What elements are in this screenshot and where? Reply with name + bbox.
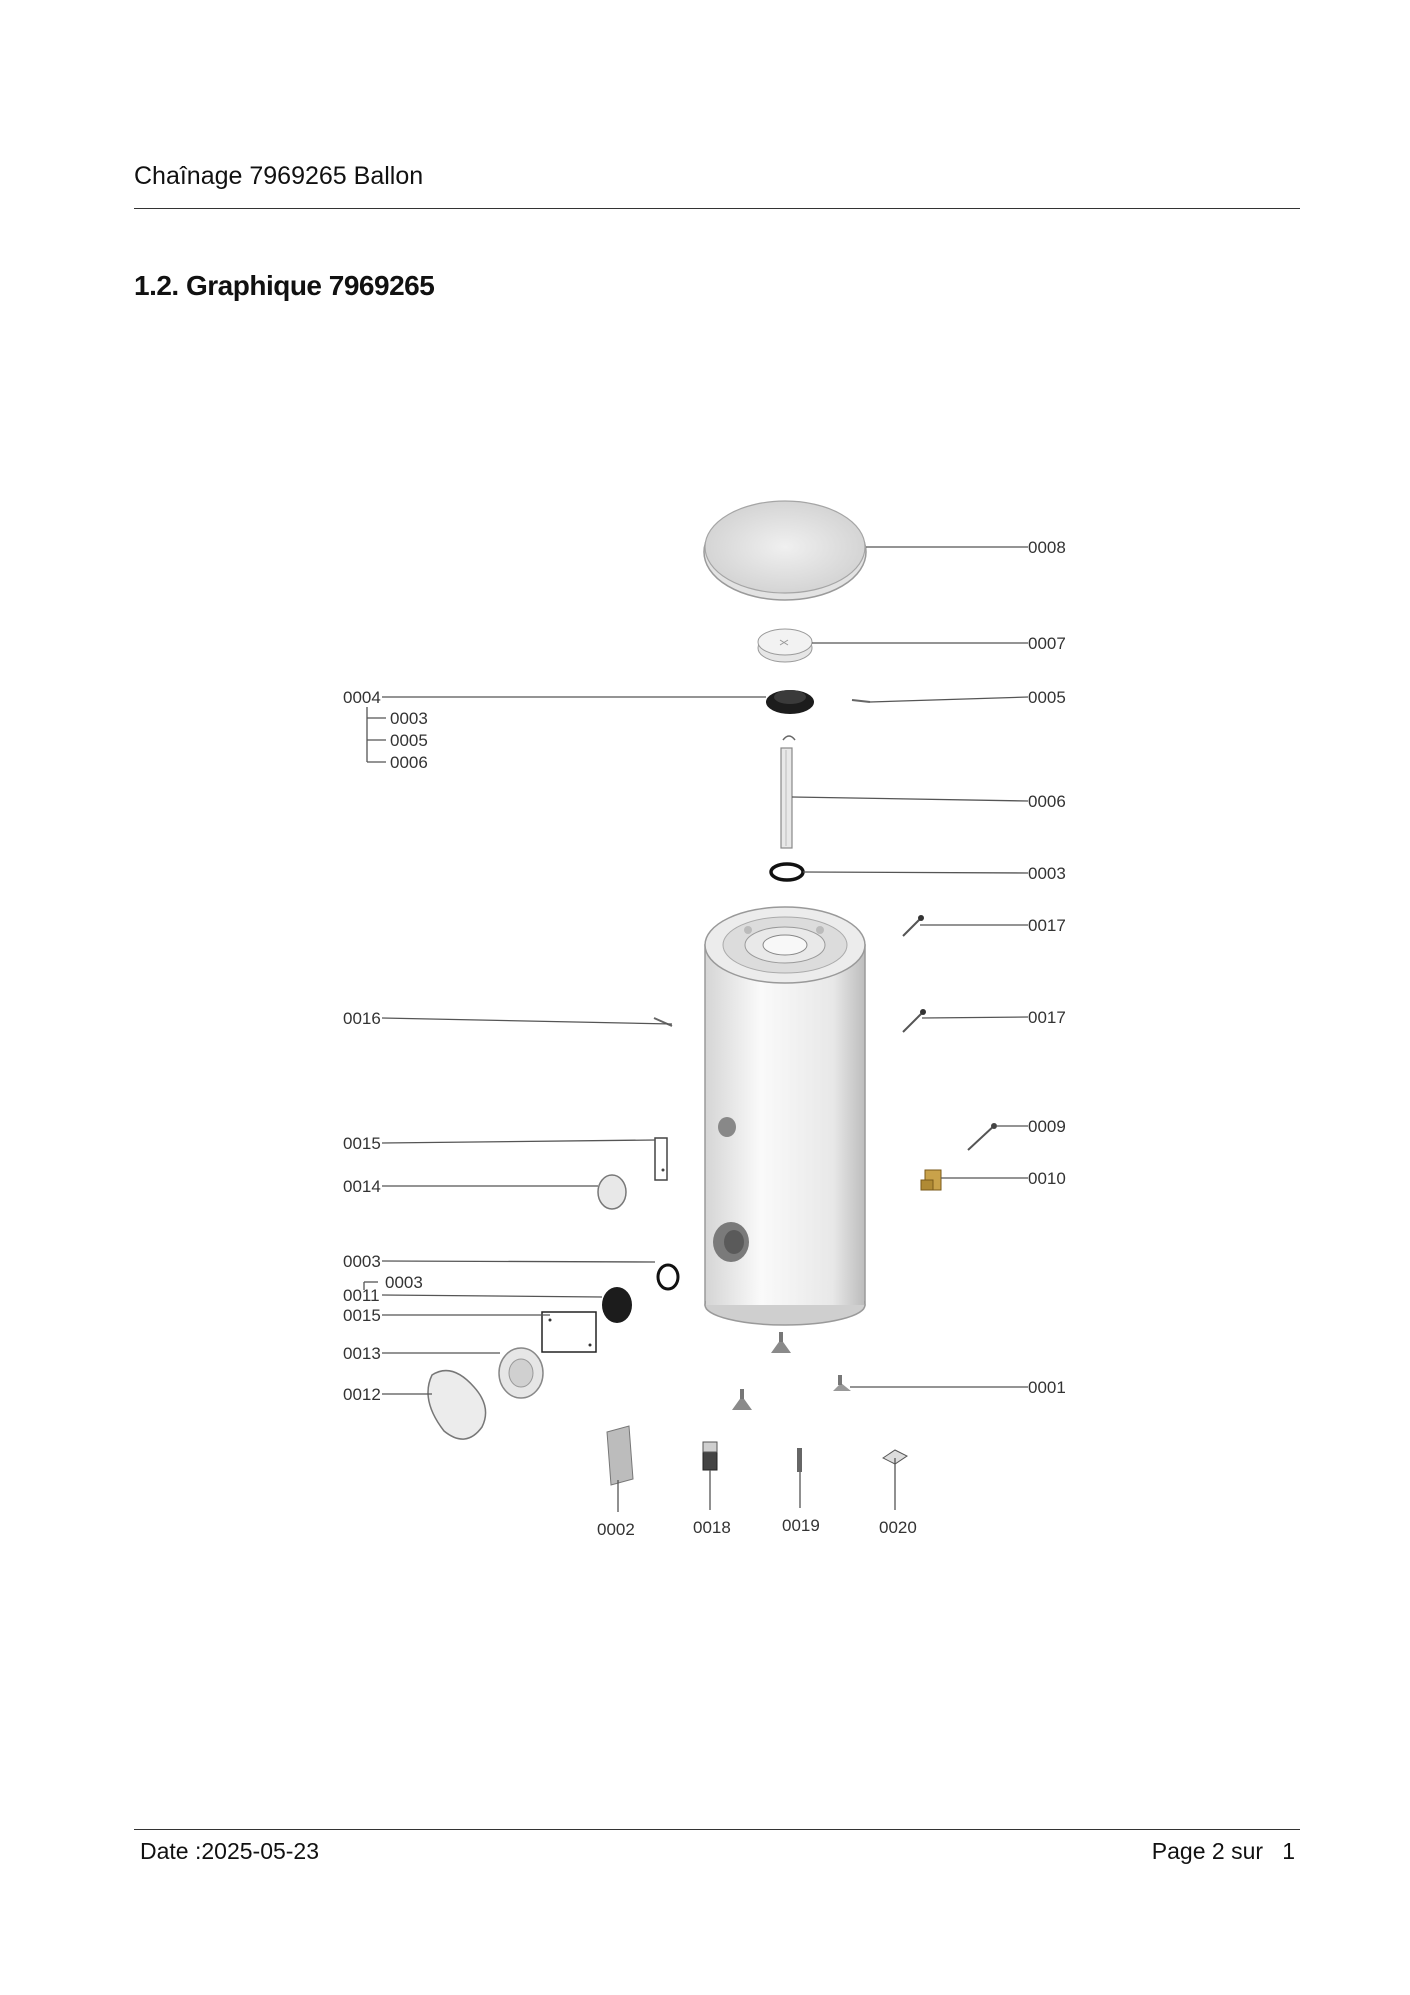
callout-0001: 0001	[1028, 1378, 1066, 1397]
part-0014-cap	[598, 1175, 626, 1209]
callout-0005: 0005	[1028, 688, 1066, 707]
callout-0004-sub: 0005	[390, 731, 428, 750]
part-0007-lid	[758, 629, 812, 662]
callout-0004-sub: 0003	[390, 709, 428, 728]
callout-0017: 0017	[1028, 916, 1066, 935]
part-0008-cover-disc	[704, 501, 866, 600]
callout-0017: 0017	[1028, 1008, 1066, 1027]
part-0005-screw	[852, 700, 870, 702]
part-0016-probe	[654, 1018, 672, 1026]
footer-divider	[134, 1829, 1300, 1830]
part-0001-feet	[732, 1332, 851, 1410]
callout-0015: 0015	[343, 1134, 381, 1153]
part-0015-frame	[542, 1312, 596, 1352]
callout-0019: 0019	[782, 1516, 820, 1535]
part-0003-ring-lower	[658, 1265, 678, 1289]
callout-0013: 0013	[343, 1344, 381, 1363]
callout-0002: 0002	[597, 1520, 635, 1539]
callout-0003-sub: 0003	[385, 1273, 423, 1292]
callout-0011: 0011	[343, 1286, 380, 1305]
callout-0009: 0009	[1028, 1117, 1066, 1136]
callout-0014: 0014	[343, 1177, 381, 1196]
section-heading: 1.2. Graphique 7969265	[134, 270, 435, 301]
callout-0020: 0020	[879, 1518, 917, 1537]
part-0004-flange	[766, 690, 814, 714]
part-0006-anode	[781, 736, 795, 848]
footer-date: Date :2025-05-23	[140, 1838, 320, 1864]
callout-0004: 0004	[343, 688, 381, 707]
callout-0010: 0010	[1028, 1169, 1066, 1188]
callout-0012: 0012	[343, 1385, 381, 1404]
part-0003-gasket	[771, 864, 803, 880]
callout-0007: 0007	[1028, 634, 1066, 653]
callout-0008: 0008	[1028, 538, 1066, 557]
document-header-title: Chaînage 7969265 Ballon	[134, 162, 424, 190]
callout-0003: 0003	[1028, 864, 1066, 883]
part-0013-disc	[499, 1348, 543, 1398]
part-0015-plate	[655, 1138, 667, 1180]
footer-page-number: Page 2 sur 1	[1151, 1838, 1295, 1864]
callout-0003: 0003	[343, 1252, 381, 1271]
callout-0018: 0018	[693, 1518, 731, 1537]
leader-lines	[364, 547, 1028, 1512]
part-0002-sheet	[607, 1426, 633, 1485]
callout-0004-sub: 0006	[390, 753, 428, 772]
part-0011-flange	[602, 1287, 632, 1323]
part-0012-cover	[428, 1371, 486, 1440]
part-0018-cylinder	[703, 1442, 717, 1470]
part-0019-pin	[797, 1448, 802, 1472]
callout-0015: 0015	[343, 1306, 381, 1325]
callout-0016: 0016	[343, 1009, 381, 1028]
part-tank-body	[705, 907, 865, 1325]
callout-0006: 0006	[1028, 792, 1066, 811]
part-0010-fitting	[921, 1170, 941, 1190]
